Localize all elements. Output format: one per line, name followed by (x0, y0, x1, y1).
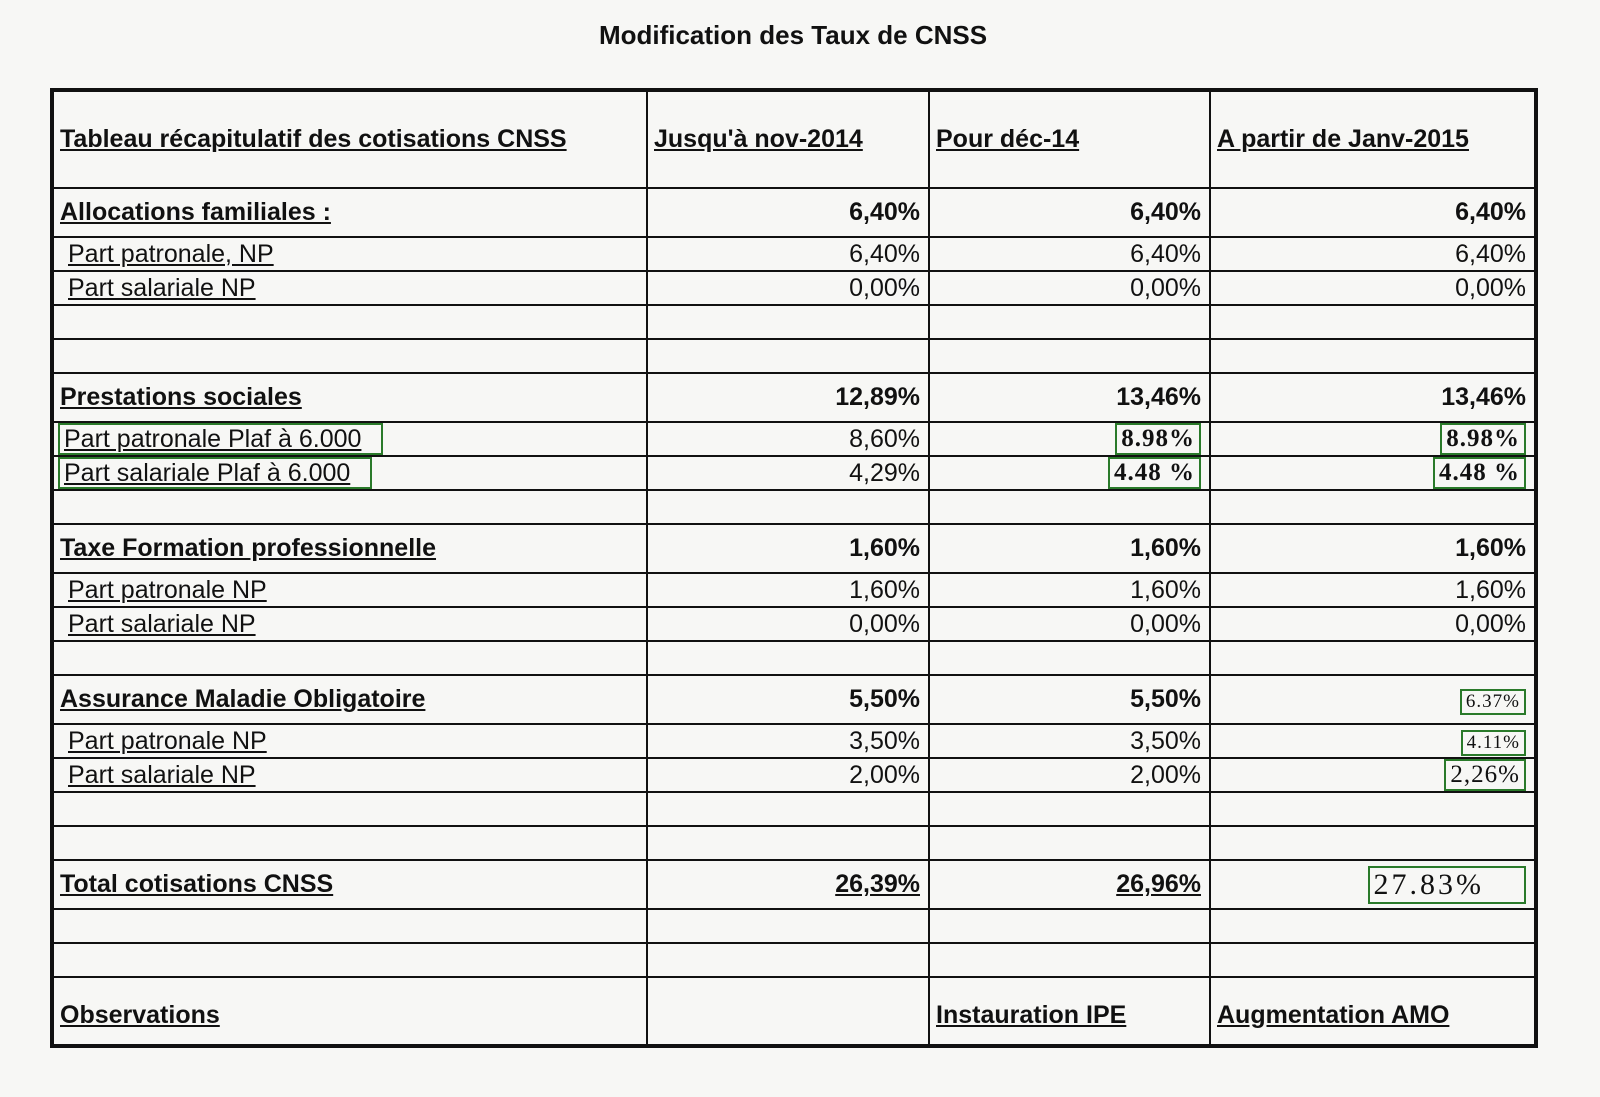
rate-value: 6,40% (1455, 198, 1526, 226)
empty-cell (1210, 339, 1536, 373)
blank-row (52, 826, 1536, 860)
table-row (52, 573, 1536, 607)
table-row (52, 373, 1536, 422)
rate-cell (929, 373, 1210, 422)
empty-cell (52, 826, 647, 860)
empty-cell (1210, 641, 1536, 675)
rate-cell (1210, 524, 1536, 573)
rate-value: 13,46% (1116, 383, 1201, 411)
empty-cell (1210, 826, 1536, 860)
row-label (52, 524, 647, 573)
table-row (52, 675, 1536, 724)
rate-value: 6,40% (849, 198, 920, 226)
row-label-text: Part salariale NP (68, 609, 256, 638)
empty-cell (929, 490, 1210, 524)
rate-cell (929, 271, 1210, 305)
table-row (52, 607, 1536, 641)
rate-cell (929, 977, 1210, 1046)
rate-value: 2,00% (1130, 760, 1201, 789)
row-label-text: Taxe Formation professionnelle (60, 534, 437, 562)
rate-value: 12,89% (835, 383, 920, 411)
empty-cell (647, 641, 929, 675)
row-label (52, 573, 647, 607)
empty-cell (647, 909, 929, 943)
rate-cell (929, 524, 1210, 573)
empty-cell (647, 792, 929, 826)
table-row (52, 456, 1536, 490)
empty-cell (52, 339, 647, 373)
table-row (52, 271, 1536, 305)
empty-cell (1210, 305, 1536, 339)
rate-cell (647, 758, 929, 792)
rate-cell (647, 422, 929, 456)
rate-cell (929, 422, 1210, 456)
rate-value: 6,40% (1455, 239, 1526, 268)
rate-cell (1210, 271, 1536, 305)
empty-cell (52, 792, 647, 826)
rate-value: 4.48 % (1433, 457, 1526, 489)
rate-value: 0,00% (849, 609, 920, 638)
rate-cell (929, 573, 1210, 607)
rate-value: 1,60% (849, 534, 920, 562)
rate-value: 0,00% (1130, 609, 1201, 638)
rate-value: 0,00% (1455, 609, 1526, 638)
rate-value: 1,60% (1455, 575, 1526, 604)
row-label (52, 188, 647, 237)
row-label-text: Part salariale Plaf à 6.000 (58, 457, 372, 489)
rate-cell (1210, 724, 1536, 758)
blank-row (52, 490, 1536, 524)
rate-value: 4,29% (849, 458, 920, 487)
header-cell: Tableau récapitulatif des cotisations CNSS (52, 90, 647, 188)
empty-cell (647, 305, 929, 339)
rate-cell (647, 977, 929, 1046)
rate-value: 4.48 % (1108, 457, 1201, 489)
row-label (52, 456, 647, 490)
rate-cell (647, 237, 929, 271)
rate-cell (647, 524, 929, 573)
rate-value: 1,60% (849, 575, 920, 604)
row-label-text: Part salariale NP (68, 273, 256, 302)
table-row (52, 758, 1536, 792)
header-cell: Pour déc-14 (929, 90, 1210, 188)
row-label-text: Part patronale NP (68, 575, 267, 604)
rate-value: 3,50% (1130, 726, 1201, 755)
row-label-text: Part salariale NP (68, 760, 256, 789)
table-row (52, 422, 1536, 456)
rate-cell (1210, 456, 1536, 490)
table-row (52, 188, 1536, 237)
rate-cell (647, 860, 929, 909)
empty-cell (1210, 943, 1536, 977)
document-title: Modification des Taux de CNSS (598, 20, 988, 50)
empty-cell (647, 339, 929, 373)
rate-value: 1,60% (1130, 534, 1201, 562)
rate-value: 0,00% (1455, 273, 1526, 302)
empty-cell (647, 943, 929, 977)
rate-value: 8,60% (849, 424, 920, 453)
empty-cell (929, 909, 1210, 943)
rate-cell (1210, 860, 1536, 909)
rate-value: 13,46% (1441, 383, 1526, 411)
empty-cell (1210, 792, 1536, 826)
rate-value: 27.83% (1368, 866, 1527, 904)
rate-value: 0,00% (1130, 273, 1201, 302)
row-label (52, 724, 647, 758)
rate-cell (929, 237, 1210, 271)
row-label-text: Total cotisations CNSS (60, 870, 334, 898)
rate-value: 6,40% (849, 239, 920, 268)
rate-cell (929, 456, 1210, 490)
blank-row (52, 792, 1536, 826)
empty-cell (1210, 490, 1536, 524)
table-row (52, 524, 1536, 573)
rate-value: 4.11% (1461, 730, 1526, 756)
table-row (52, 860, 1536, 909)
empty-cell (52, 909, 647, 943)
empty-cell (52, 641, 647, 675)
rate-value: 3,50% (849, 726, 920, 755)
blank-row (52, 641, 1536, 675)
empty-cell (929, 943, 1210, 977)
row-label-text: Prestations sociales (60, 383, 302, 411)
row-label (52, 271, 647, 305)
rate-cell (647, 456, 929, 490)
empty-cell (52, 490, 647, 524)
table-row (52, 977, 1536, 1046)
blank-row (52, 943, 1536, 977)
rate-cell (929, 675, 1210, 724)
row-label (52, 758, 647, 792)
row-label (52, 422, 647, 456)
blank-row (52, 909, 1536, 943)
empty-cell (647, 490, 929, 524)
empty-cell (929, 641, 1210, 675)
row-label (52, 373, 647, 422)
row-label-text: Assurance Maladie Obligatoire (60, 685, 426, 713)
rate-value: 5,50% (849, 685, 920, 713)
rate-value: 6.37% (1460, 689, 1526, 715)
rate-cell (647, 724, 929, 758)
rate-cell (647, 607, 929, 641)
rate-cell (647, 373, 929, 422)
empty-cell (929, 339, 1210, 373)
rate-cell (1210, 758, 1536, 792)
rate-cell (929, 860, 1210, 909)
rate-value: 1,60% (1455, 534, 1526, 562)
rate-value: 2,26% (1444, 759, 1526, 791)
cnss-rates-table (50, 88, 1538, 1048)
row-label (52, 977, 647, 1046)
empty-cell (1210, 909, 1536, 943)
rate-cell (1210, 188, 1536, 237)
rate-cell (1210, 237, 1536, 271)
rate-value: 6,40% (1130, 198, 1201, 226)
empty-cell (52, 943, 647, 977)
row-label (52, 860, 647, 909)
header-cell: A partir de Janv-2015 (1210, 90, 1536, 188)
blank-row (52, 305, 1536, 339)
rate-cell (929, 188, 1210, 237)
empty-cell (929, 792, 1210, 826)
rate-value: 8.98% (1115, 423, 1201, 455)
row-label-text: Part patronale Plaf à 6.000 (58, 423, 383, 455)
table-row (52, 237, 1536, 271)
rate-cell (929, 758, 1210, 792)
rate-cell (1210, 573, 1536, 607)
row-label-text: Observations (60, 1000, 220, 1029)
header-row (52, 90, 1536, 188)
rate-value: 1,60% (1130, 575, 1201, 604)
rate-cell (929, 607, 1210, 641)
rate-cell (647, 188, 929, 237)
rate-value: 5,50% (1130, 685, 1201, 713)
empty-cell (929, 305, 1210, 339)
rate-cell (1210, 373, 1536, 422)
rate-value: Augmentation AMO (1217, 1000, 1450, 1029)
empty-cell (929, 826, 1210, 860)
rate-value: Instauration IPE (936, 1000, 1127, 1029)
rate-value: 2,00% (849, 760, 920, 789)
empty-cell (52, 305, 647, 339)
header-cell: Jusqu'à nov-2014 (647, 90, 929, 188)
row-label-text: Allocations familiales : (60, 198, 331, 226)
rate-cell (1210, 977, 1536, 1046)
rate-value: 26,39% (835, 870, 920, 898)
row-label (52, 237, 647, 271)
rate-cell (1210, 422, 1536, 456)
blank-row (52, 339, 1536, 373)
rate-value: 26,96% (1116, 870, 1201, 898)
table-row (52, 724, 1536, 758)
rate-cell (647, 675, 929, 724)
rate-cell (929, 724, 1210, 758)
rate-value: 6,40% (1130, 239, 1201, 268)
rate-cell (647, 271, 929, 305)
rate-value: 8.98% (1440, 423, 1526, 455)
rate-cell (647, 573, 929, 607)
empty-cell (647, 826, 929, 860)
rate-cell (1210, 675, 1536, 724)
rate-cell (1210, 607, 1536, 641)
row-label-text: Part patronale NP (68, 726, 267, 755)
rate-value: 0,00% (849, 273, 920, 302)
row-label (52, 607, 647, 641)
row-label (52, 675, 647, 724)
row-label-text: Part patronale, NP (68, 239, 274, 268)
